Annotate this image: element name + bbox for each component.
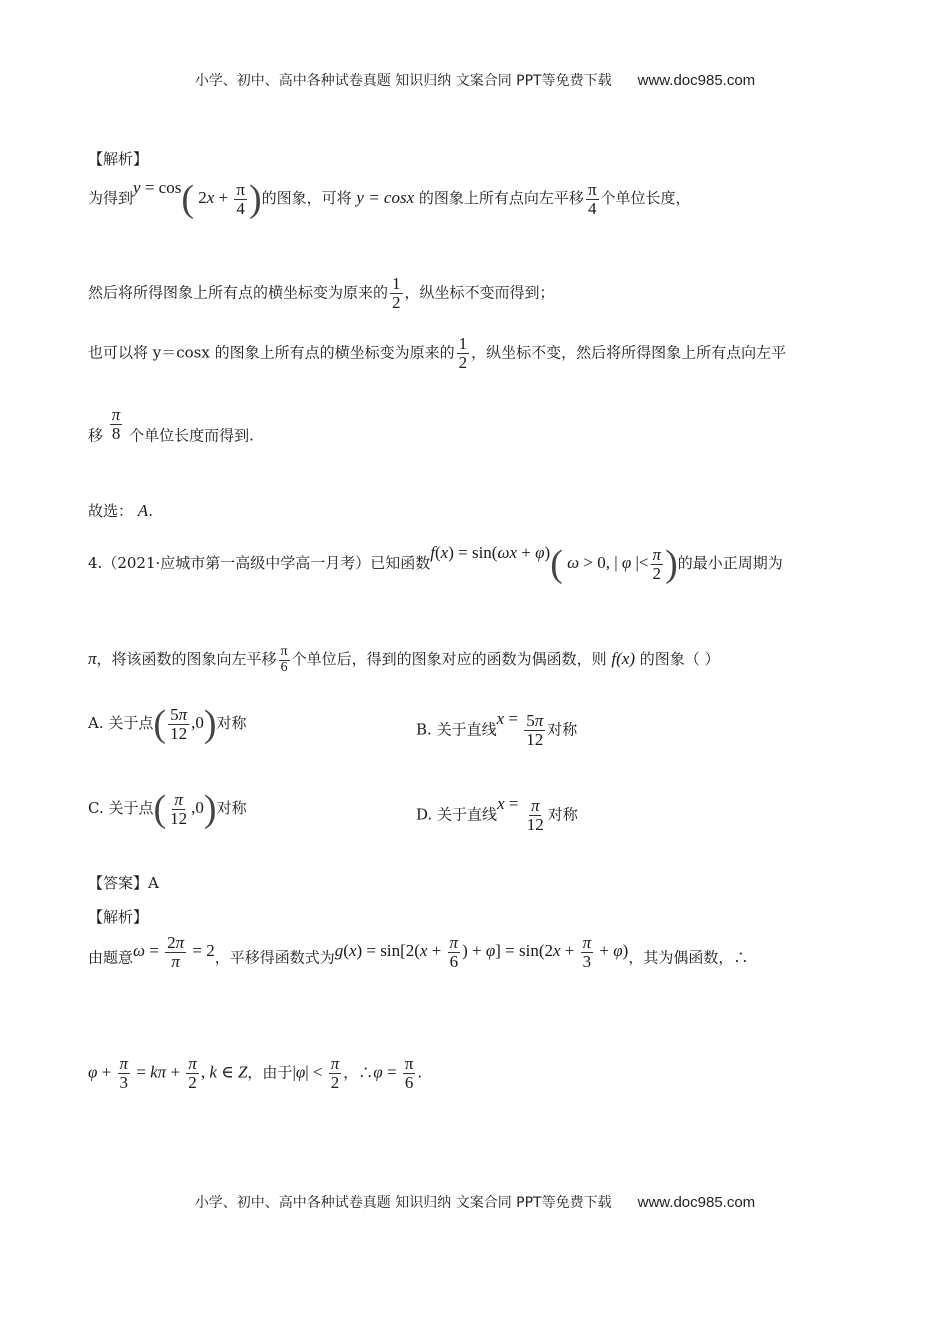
header-url[interactable]: www.doc985.com: [637, 72, 756, 89]
page-footer: [0, 1192, 950, 1212]
footer-url[interactable]: www.doc985.com: [637, 1194, 756, 1211]
fraction-pi-8: $\frac{\pi}{8}$: [111, 405, 121, 443]
fraction-pi-4: $\frac{\pi}{4}$: [236, 179, 245, 218]
fraction-pi-4b: $\frac{\pi}{4}$: [587, 179, 597, 218]
fraction-1-2: $\frac{1}{2}$: [392, 274, 401, 312]
option-d[interactable]: D. 关于直线x = $\frac{\pi}{12}$ 对称: [416, 794, 578, 834]
solution-line-1: 为得到y = cos( 2x + $\frac{\pi}{4}$ )的图象，可将 y = cosx 的图象上所有点向左平移 $\frac{\pi}{4}$ 个单位长度，: [88, 178, 691, 220]
solution-label-2: 【解析】: [88, 908, 149, 926]
solution-line-4: 移 $\frac{\pi}{8}$ 个单位长度而得到.: [88, 405, 254, 445]
fraction-1-2b: $\frac{1}{2}$: [458, 334, 468, 372]
solution-4-line-1: 由题意ω = $\frac{2\pi}{\pi}$ = 2，平移得函数式为g(x) = sin[2(x + $\frac{\pi}{6}$ ) + φ] = sin(2x + $\frac{\pi}{3}$ + φ)，其为偶函数，∴: [88, 933, 749, 971]
solution-line-3: 也可以将 y＝cosx 的图象上所有点的横坐标变为原来的 $\frac{1}{2}$ ，纵坐标不变，然后将所得图象上所有点向左平: [88, 334, 787, 372]
choice-line: 故选： A.: [88, 501, 153, 520]
solution-4-line-2: φ + $\frac{\pi}{3}$ = kπ + $\frac{\pi}{2}$ , k ∈ Z，由于|φ| < $\frac{\pi}{2}$ ，∴φ = $\frac{\pi}{6}$ .: [88, 1054, 423, 1092]
option-b[interactable]: B. 关于直线x = $\frac{5\pi}{12}$ 对称: [416, 709, 578, 749]
option-c[interactable]: C. 关于点( $\frac{\pi}{12}$ ,0)对称: [88, 788, 247, 830]
page-header: [0, 70, 950, 90]
solution-line-2: 然后将所得图象上所有点的横坐标变为原来的 $\frac{1}{2}$ ，纵坐标不变而得到；: [88, 274, 555, 312]
answer-label: 【答案】A: [88, 874, 159, 892]
solution-label: 【解析】: [88, 150, 149, 168]
header-text: 小学、初中、高中各种试卷真题 知识归纳 文案合同 PPT等免费下载: [194, 73, 612, 89]
formula-y: y: [133, 178, 141, 197]
question-4: 4.（2021·应城市第一高级中学高一月考）已知函数f(x) = sin(ωx + φ)( ω > 0, | φ |< $\frac{\pi}{2}$ )的最小正周期为: [88, 543, 783, 585]
option-a[interactable]: A. 关于点( $\frac{5\pi}{12}$ ,0)对称: [88, 703, 247, 745]
question-4-line-2: π，将该函数的图象向左平移 $\frac{\pi}{6}$ 个单位后，得到的图象对应的函数为偶函数，则 f(x) 的图象（ ）: [88, 644, 720, 675]
footer-text: 小学、初中、高中各种试卷真题 知识归纳 文案合同 PPT等免费下载: [194, 1195, 612, 1211]
